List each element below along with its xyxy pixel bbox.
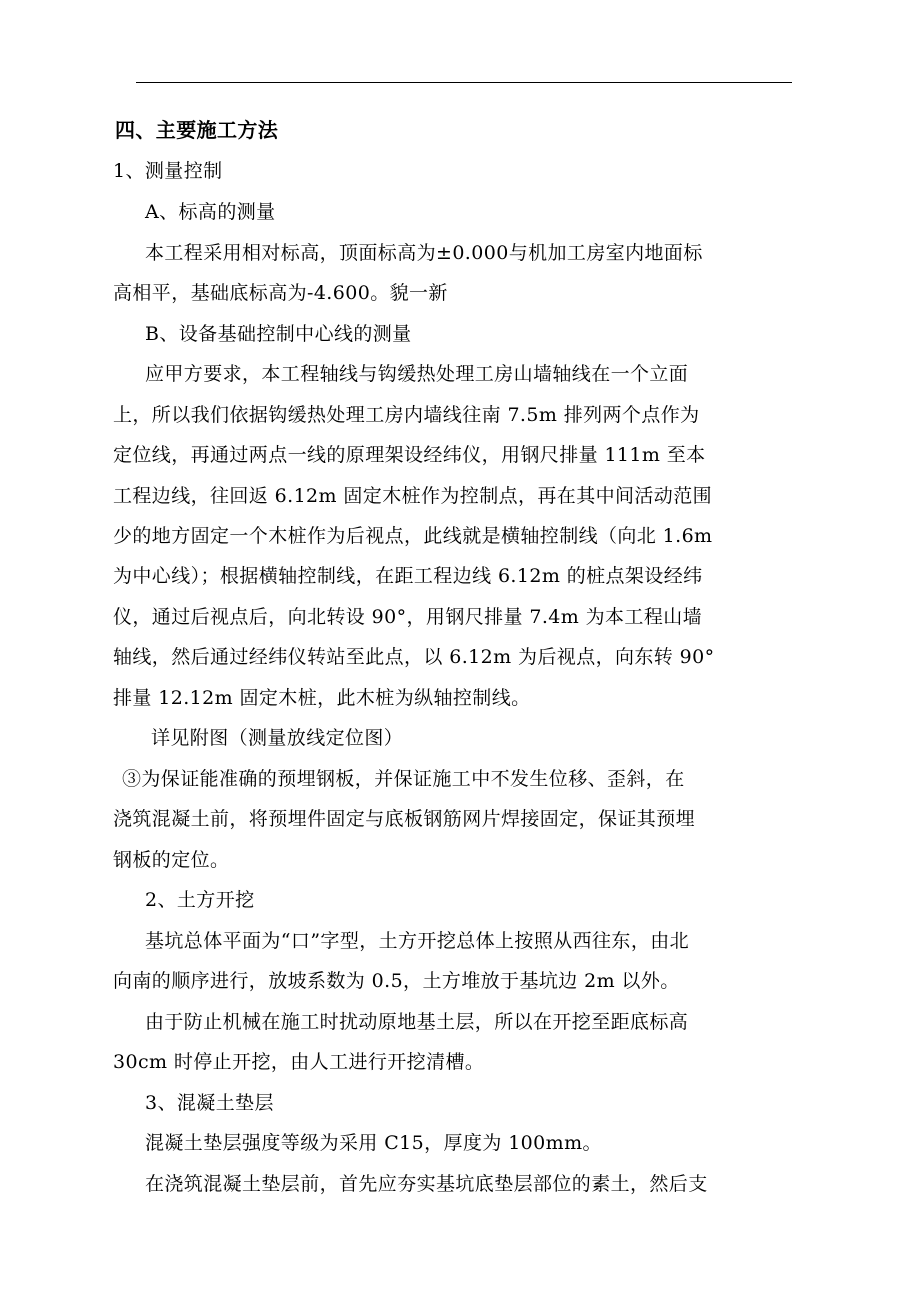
paragraph-line: 排量 12.12m 固定木桩，此木桩为纵轴控制线。 [113,687,531,709]
paragraph-line: 轴线，然后通过经纬仪转站至此点，以 6.12m 为后视点，向东转 90° [113,646,715,668]
paragraph-line: 为中心线）；根据横轴控制线，在距工程边线 6.12m 的桩点架设经纬 [113,565,703,587]
paragraph-line: 基坑总体平面为“口”字型，土方开挖总体上按照从西往东，由北 [145,930,690,952]
paragraph-line: 钢板的定位。 [113,849,230,871]
paragraph-line: 少的地方固定一个木桩作为后视点，此线就是横轴控制线（向北 1.6m [113,525,713,547]
paragraph-line: 30cm 时停止开挖，由人工进行开挖清槽。 [113,1051,485,1073]
subsection-title: 2、土方开挖 [145,889,255,911]
item-title: B、设备基础控制中心线的测量 [145,323,412,345]
subsection-title: 3、混凝土垫层 [145,1092,274,1114]
paragraph-line: 由于防止机械在施工时扰动原地基土层，所以在开挖至距底标高 [145,1011,689,1033]
paragraph-line: ③为保证能准确的预埋钢板，并保证施工中不发生位移、歪斜，在 [122,768,685,790]
paragraph-line: 浇筑混凝土前，将预埋件固定与底板钢筋网片焊接固定，保证其预埋 [113,808,696,830]
paragraph-line: 上，所以我们依据钩缓热处理工房内墙线往南 7.5m 排列两个点作为 [113,404,700,426]
subsection-title: 1、测量控制 [113,160,223,182]
paragraph-line: 在浇筑混凝土垫层前，首先应夯实基坑底垫层部位的素土，然后支 [145,1173,708,1195]
paragraph-line: 工程边线，往回返 6.12m 固定木桩作为控制点，再在其中间活动范围 [113,485,713,507]
paragraph-line: 向南的顺序进行，放坡系数为 0.5，土方堆放于基坑边 2m 以外。 [113,970,680,992]
section-heading: 四、主要施工方法 [115,118,279,142]
paragraph-line: 高相平，基础底标高为-4.600。貌一新 [113,282,448,304]
paragraph-line: 仪，通过后视点后，向北转设 90°，用钢尺排量 7.4m 为本工程山墙 [113,606,703,628]
item-title: A、标高的测量 [145,201,276,223]
paragraph-line: 定位线，再通过两点一线的原理架设经纬仪，用钢尺排量 111m 至本 [113,444,706,466]
header-rule [136,82,792,83]
paragraph-line: 混凝土垫层强度等级为采用 C15，厚度为 100mm。 [145,1132,602,1154]
paragraph-line: 本工程采用相对标高，顶面标高为±0.000与机加工房室内地面标 [145,242,703,264]
figure-reference: 详见附图（测量放线定位图） [151,727,404,749]
paragraph-line: 应甲方要求，本工程轴线与钩缓热处理工房山墙轴线在一个立面 [145,363,689,385]
